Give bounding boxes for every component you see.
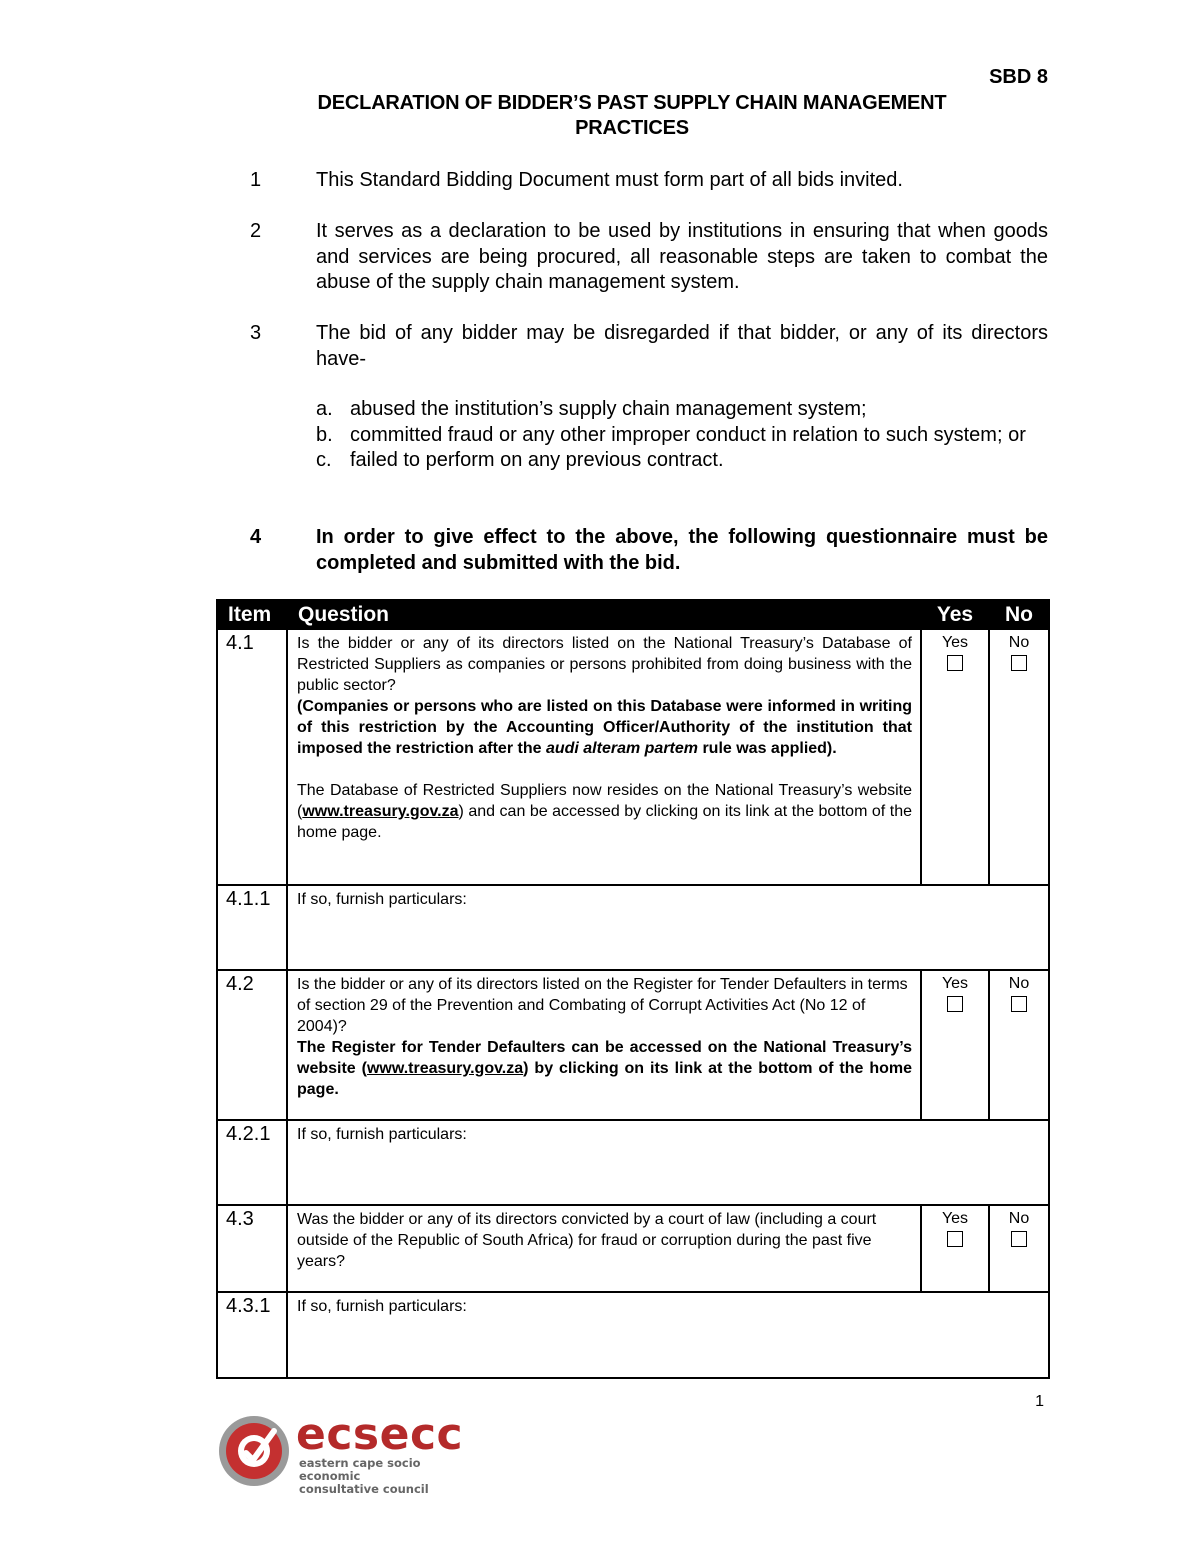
particulars-field[interactable] — [287, 1292, 1049, 1378]
header-question: Question — [287, 600, 921, 629]
questionnaire-table — [216, 599, 1050, 1379]
yes-checkbox[interactable] — [947, 996, 963, 1012]
particulars-label: If so, furnish particulars: — [297, 891, 467, 908]
list-item-label: b. — [316, 423, 333, 446]
table-row — [217, 629, 1049, 885]
table-row — [217, 1205, 1049, 1292]
yes-label: Yes — [941, 634, 969, 651]
question-plain: Was the bidder or any of its directors convicted by a court of law (including a court outside of the Republic of South Africa) for fraud or corruption during the past five years? — [297, 1211, 877, 1270]
list-item-label: c. — [316, 449, 332, 471]
table-row — [217, 885, 1049, 970]
list-item-text: failed to perform on any previous contract. — [350, 449, 724, 471]
yes-cell — [921, 629, 989, 885]
no-checkbox[interactable] — [1011, 1231, 1027, 1247]
particulars-field[interactable] — [287, 885, 1049, 970]
no-label: No — [1008, 1210, 1030, 1227]
logo-tagline: eastern cape socio economic consultative council — [299, 1456, 429, 1496]
item-number: 4.3.1 — [217, 1292, 287, 1378]
logo-brand-text: ecsecc — [296, 1409, 464, 1460]
item-number: 4.3 — [217, 1205, 287, 1292]
header-yes: Yes — [921, 600, 989, 629]
no-label: No — [1008, 634, 1030, 651]
treasury-link[interactable]: www.treasury.gov.za — [302, 803, 459, 820]
page-number: 1 — [1035, 1393, 1044, 1410]
question-bold: The Register for Tender Defaulters can be accessed on the National Treasury’s website (www.treasury.gov.za) by clicking on its link at the bottom of the home page. — [297, 1039, 912, 1098]
no-label: No — [1008, 975, 1030, 992]
logo-mark-icon — [216, 1413, 292, 1489]
item-number: 4.1 — [217, 629, 287, 885]
doc-code: SBD 8 — [989, 66, 1048, 88]
item-number: 4.2.1 — [217, 1120, 287, 1205]
table-header-row — [217, 600, 1049, 629]
no-checkbox[interactable] — [1011, 655, 1027, 671]
yes-cell — [921, 970, 989, 1120]
paragraph-text: It serves as a declaration to be used by institutions in ensuring that when goods and services are being procured, all reasonable steps are taken to combat the abuse of the supply chain management system. — [316, 220, 1048, 293]
paragraph-text: In order to give effect to the above, the following questionnaire must be completed and submitted with the bid. — [316, 526, 1048, 574]
no-cell — [989, 1205, 1049, 1292]
header-item: Item — [217, 600, 287, 629]
particulars-field[interactable] — [287, 1120, 1049, 1205]
ecsecc-logo — [216, 1409, 476, 1496]
table-row — [217, 1120, 1049, 1205]
question-note: The Database of Restricted Suppliers now resides on the National Treasury’s website (www.treasury.gov.za) and can be accessed by clicking on its link at the bottom of the home page. — [297, 782, 912, 841]
list-item — [316, 397, 1048, 423]
treasury-link[interactable]: www.treasury.gov.za — [366, 1060, 524, 1077]
yes-label: Yes — [941, 1210, 969, 1227]
item-number: 4.1.1 — [217, 885, 287, 970]
yes-checkbox[interactable] — [947, 655, 963, 671]
no-cell — [989, 629, 1049, 885]
paragraph-number: 3 — [250, 322, 262, 344]
header-no: No — [989, 600, 1049, 629]
table-row — [217, 1292, 1049, 1378]
no-cell — [989, 970, 1049, 1120]
item-number: 4.2 — [217, 970, 287, 1120]
list-item-text: abused the institution’s supply chain management system; — [350, 398, 867, 420]
list-item — [316, 448, 1048, 474]
particulars-label: If so, furnish particulars: — [297, 1298, 467, 1315]
list-item-label: a. — [316, 398, 333, 420]
table-row — [217, 970, 1049, 1120]
particulars-label: If so, furnish particulars: — [297, 1126, 467, 1143]
question-plain: Is the bidder or any of its directors listed on the Register for Tender Defaulters in terms of section 29 of the Prevention and Combating of Corrupt Activities Act (No 12 of 2004)? — [297, 976, 908, 1035]
paragraph-number: 2 — [250, 220, 262, 242]
yes-label: Yes — [941, 975, 969, 992]
doc-title — [216, 91, 1048, 141]
list-item — [316, 423, 1048, 449]
question-text — [287, 629, 921, 885]
paragraph-number: 1 — [250, 169, 262, 191]
paragraph-text: This Standard Bidding Document must form part of all bids invited. — [316, 169, 903, 191]
paragraph-number: 4 — [250, 526, 262, 548]
list-item-text: committed fraud or any other improper conduct in relation to such system; or — [350, 423, 1026, 446]
question-text — [287, 1205, 921, 1292]
disregard-reasons-list — [316, 397, 1048, 474]
question-text — [287, 970, 921, 1120]
question-bold: (Companies or persons who are listed on this Database were informed in writing of this restriction by the Accounting Officer/Authority of the institution that imposed the restriction after the audi alteram partem rule was applied). — [297, 698, 912, 757]
doc-title-line-1: DECLARATION OF BIDDER’S PAST SUPPLY CHAIN MANAGEMENT — [317, 92, 947, 114]
yes-cell — [921, 1205, 989, 1292]
doc-title-line-2: PRACTICES — [575, 117, 689, 139]
no-checkbox[interactable] — [1011, 996, 1027, 1012]
paragraph-text: The bid of any bidder may be disregarded if that bidder, or any of its directors have- — [316, 322, 1048, 370]
yes-checkbox[interactable] — [947, 1231, 963, 1247]
question-plain: Is the bidder or any of its directors listed on the National Treasury’s Database of Restricted Suppliers as companies or persons prohibited from doing business with the public sector? — [297, 635, 912, 694]
